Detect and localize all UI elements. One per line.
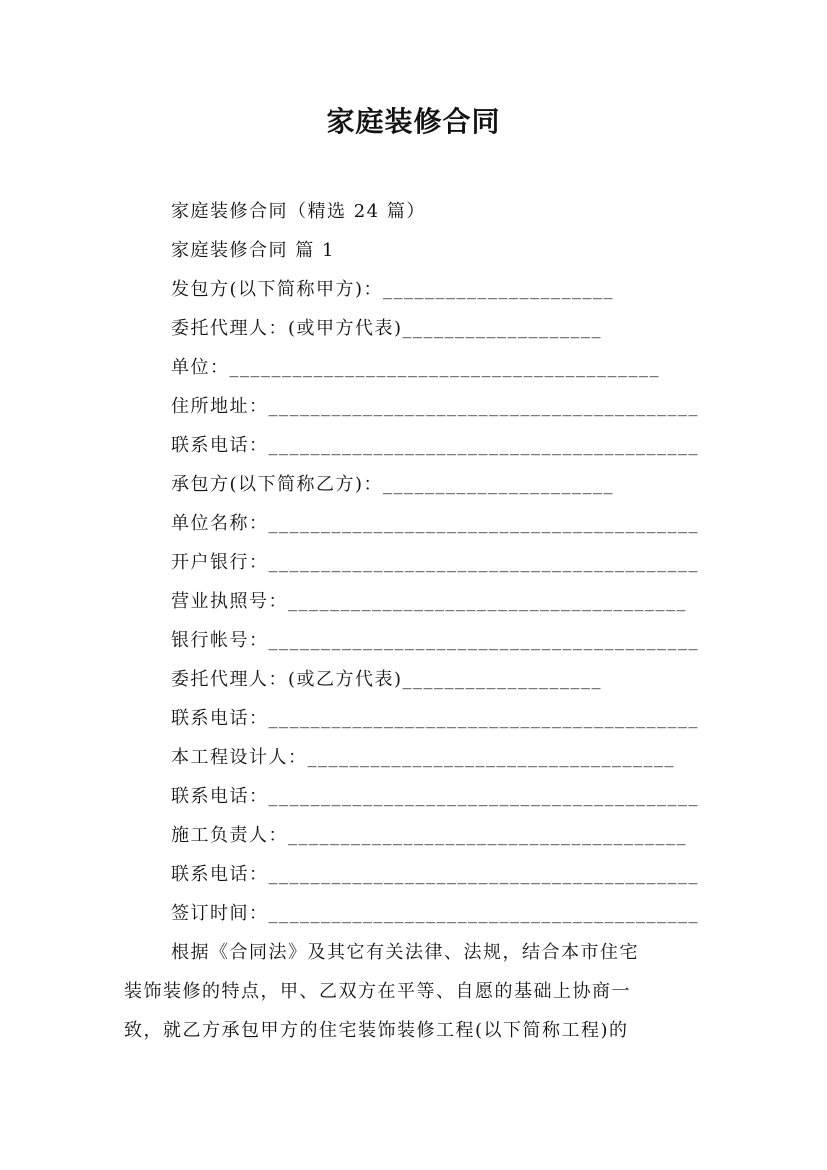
fill-blank: _________________________________________ (229, 357, 660, 378)
field-label: 银行帐号： (171, 630, 269, 651)
body-paragraph (124, 933, 704, 1050)
fill-blank: ______________________ (383, 279, 615, 300)
field-label: 本工程设计人： (171, 747, 308, 768)
field-row (171, 277, 614, 303)
fill-blank: _________________________________________ (268, 396, 699, 417)
paragraph-line: 根据《合同法》及其它有关法律、法规，结合本市住宅 (171, 942, 639, 963)
fill-blank: _________________________________________ (268, 552, 699, 573)
field-label: 住所地址： (171, 396, 269, 417)
field-label: 营业执照号： (171, 591, 288, 612)
field-label: 施工负责人： (171, 825, 288, 846)
field-row (171, 589, 687, 615)
field-label: 委托代理人：(或乙方代表) (171, 669, 403, 690)
field-label: 单位： (171, 357, 230, 378)
field-label: 联系电话： (171, 708, 269, 729)
field-row (171, 316, 602, 342)
fill-blank: ______________________________________ (288, 591, 687, 612)
paragraph-line: 致，就乙方承包甲方的住宅装饰装修工程(以下简称工程)的 (124, 1020, 629, 1041)
field-row (171, 394, 699, 420)
field-row (171, 472, 614, 498)
fill-blank: ______________________ (383, 474, 615, 495)
fill-blank: _________________________________________ (268, 864, 699, 885)
fill-blank: _________________________________________ (268, 708, 699, 729)
fill-blank: _________________________________________ (268, 630, 699, 651)
field-label: 联系电话： (171, 864, 269, 885)
fill-blank: _________________________________________ (268, 786, 699, 807)
field-row (171, 823, 687, 849)
field-label: 开户银行： (171, 552, 269, 573)
field-row (171, 628, 699, 654)
field-row (171, 706, 699, 732)
fill-blank: _________________________________________ (268, 513, 699, 534)
field-row (171, 511, 699, 537)
field-label: 单位名称： (171, 513, 269, 534)
field-row (171, 862, 699, 888)
paragraph-line: 装饰装修的特点，甲、乙双方在平等、自愿的基础上协商一 (124, 981, 631, 1002)
field-label: 承包方(以下简称乙方)： (171, 474, 384, 495)
document-title: 家庭装修合同 (326, 105, 501, 138)
field-row (171, 784, 699, 810)
field-label: 委托代理人：(或甲方代表) (171, 318, 403, 339)
field-row (171, 745, 675, 771)
document-subtitle: 家庭装修合同（精选 24 篇） (171, 201, 426, 222)
field-row (171, 901, 699, 927)
field-label: 发包方(以下简称甲方)： (171, 279, 384, 300)
section-heading: 家庭装修合同 篇 1 (171, 240, 335, 261)
field-label: 签订时间： (171, 903, 269, 924)
field-row (171, 355, 660, 381)
fill-blank: ___________________________________ (307, 747, 675, 768)
fill-blank: ______________________________________ (288, 825, 687, 846)
field-row (171, 433, 699, 459)
fill-blank: _________________________________________ (268, 903, 699, 924)
fill-blank: _________________________________________ (268, 435, 699, 456)
field-row (171, 550, 699, 576)
field-row (171, 667, 602, 693)
field-label: 联系电话： (171, 435, 269, 456)
fill-blank: ___________________ (402, 669, 603, 690)
field-label: 联系电话： (171, 786, 269, 807)
fill-blank: ___________________ (402, 318, 603, 339)
